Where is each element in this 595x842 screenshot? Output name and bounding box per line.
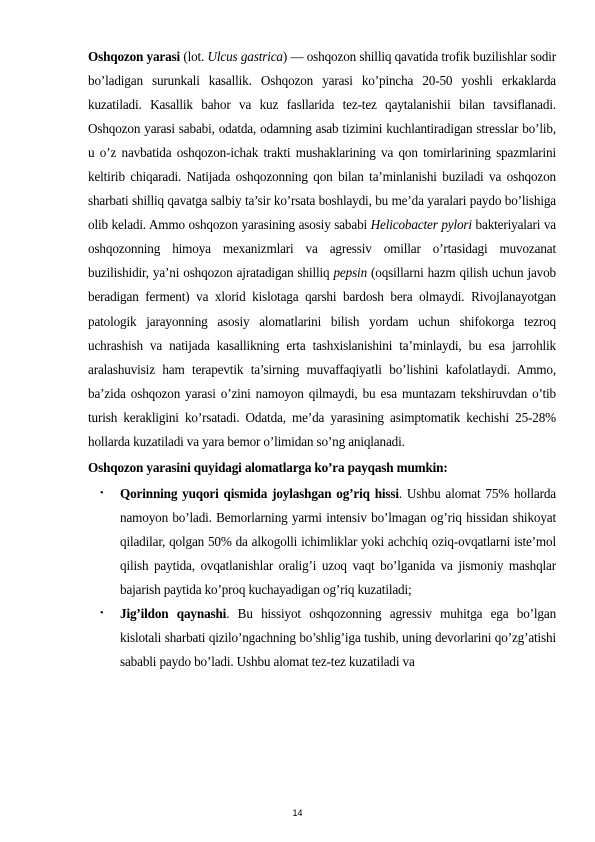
document-body	[88, 45, 556, 674]
bullet-text: . Ushbu alomat 75% hollarda namoyon bo’ladi. Bemorlarning yarmi intensiv bo’lmagan og’riq hissidan shikoyat qiladilar, qolgan 50% da alkogolli ichimliklar yoki achchiq oziq-ovqatlarni iste’mol qilish paytida, ovqatlanishlar oralig’i uzoq vaqt bo’lganida va jismoniy mashqlar bajarish paytida ko’proq kuchayadigan og’riq kuzatiladi;	[120, 485, 556, 598]
bullet-title: Qorinning yuqori qismida joylashgan og’riq hissi	[120, 485, 399, 501]
bullet-icon: •	[100, 487, 104, 499]
bullet-title: Jig’ildon qaynashi	[120, 606, 227, 622]
term-oshqozon-yarasi: Oshqozon yarasi	[88, 49, 181, 64]
bullet-text: . Bu hissiyot oshqozonning agressiv muhitga ega bo’lgan kislotali sharbati qizilo’ngachning bo’shlig’iga tushib, uning devorlarini qo’zg’atishi sababli paydo bo’ladi. Ushbu alomat tez-tez kuzatiladi va	[120, 606, 557, 670]
bacteria-name: Helicobacter pylori	[370, 217, 472, 233]
bullet-icon: •	[100, 608, 104, 620]
list-item	[88, 602, 556, 674]
symptoms-list	[88, 482, 556, 674]
latin-term: Ulcus gastrica	[207, 49, 283, 64]
list-item	[88, 482, 556, 602]
page-number: 14	[292, 808, 303, 818]
intro-text-2: bakteriyalari va oshqozonning himoya mexanizmlari va agressiv omillar o’rtasidagi muvozanat buzilishidir, ya’ni oshqozon ajratadigan shilliq	[88, 217, 557, 281]
intro-paragraph	[88, 45, 556, 454]
intro-text-1: ) — oshqozon shilliq qavatida trofik buzilishlar sodir bo’ladigan surunkali kasallik. Oshqozon yarasi ko’pincha 20-50 yoshli erkaklarda kuzatiladi. Kasallik bahor va kuz fasllarida tez-tez qaytalanishii bilan tavsiflanadi. Oshqozon yarasi sababi, odatda, odamning asab tizimini kuchlantiradigan stresslar bo’lib, u o’z navbatida oshqozon-ichak trakti mushaklarining va qon tomirlarining spazmlarini keltirib chiqaradi. Natijada oshqozonning qon bilan ta’minlanishi buziladi va oshqozon sharbati shilliq qavatga salbiy ta’sir ko’rsata boshlaydi, bu me’da yaralari paydo bo’lishiga olib keladi. Ammo oshqozon yarasining asosiy sababi	[88, 49, 556, 233]
latin-prefix: (lot.	[180, 49, 208, 64]
pepsin-term: pepsin	[333, 265, 368, 281]
symptoms-heading: Oshqozon yarasini quyidagi alomatlarga ko’ra payqash mumkin:	[88, 459, 448, 475]
intro-text-3: (oqsillarni hazm qilish uchun javob beradigan ferment) va xlorid kislotaga qarshi bardosh bera olmaydi. Rivojlanayotgan patologik jarayonning asosiy alomatlarini bilish yordam uchun shifokorga tezroq uchrashish va natijada kasallikning erta tashxislanishini ta’minlaydi, bu esa jarrohlik aralashuvisiz ham terapevtik ta’sirning muvaffaqiyatli bo’lishini kafolatlaydi. Ammo, ba’zida oshqozon yarasi o’zini namoyon qilmaydi, bu esa muntazam tekshiruvdan o’tib turish kerakligini ko’rsatadi. Odatda, me’da yarasining asimptomatik kechishi 25-28% hollarda kuzatiladi va yara bemor o’limidan so’ng aniqlanadi.	[88, 265, 557, 449]
